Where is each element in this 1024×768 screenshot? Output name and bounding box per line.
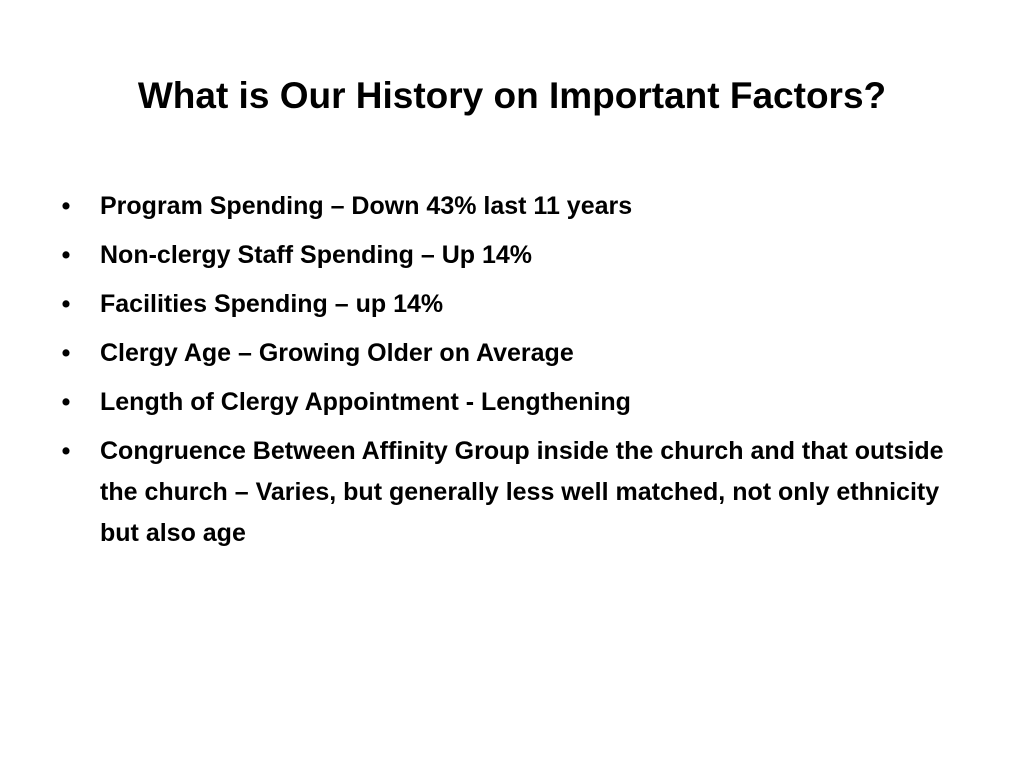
bullet-text: Clergy Age – Growing Older on Average	[100, 339, 574, 367]
bullet-text: Program Spending – Down 43% last 11 years	[100, 192, 633, 220]
bullet-icon: •	[61, 290, 71, 318]
list-item	[56, 235, 956, 276]
bullet-text: Non-clergy Staff Spending – Up 14%	[100, 241, 533, 269]
bullet-icon: •	[61, 339, 71, 367]
list-item	[56, 186, 956, 227]
list-item	[56, 333, 956, 374]
bullet-icon: •	[61, 192, 71, 220]
slide-title: What is Our History on Important Factors?	[137, 75, 887, 116]
bullet-list	[56, 186, 956, 562]
bullet-text: Facilities Spending – up 14%	[100, 290, 444, 318]
bullet-text: Congruence Between Affinity Group inside the church and that outside the church – Varies, but generally less well matched, not only ethnicity but also age	[100, 437, 944, 547]
list-item	[56, 284, 956, 325]
bullet-icon: •	[61, 437, 71, 465]
list-item	[56, 382, 956, 423]
list-item	[56, 431, 956, 554]
bullet-icon: •	[61, 241, 71, 269]
bullet-text: Length of Clergy Appointment - Lengthening	[100, 388, 631, 416]
bullet-icon: •	[61, 388, 71, 416]
